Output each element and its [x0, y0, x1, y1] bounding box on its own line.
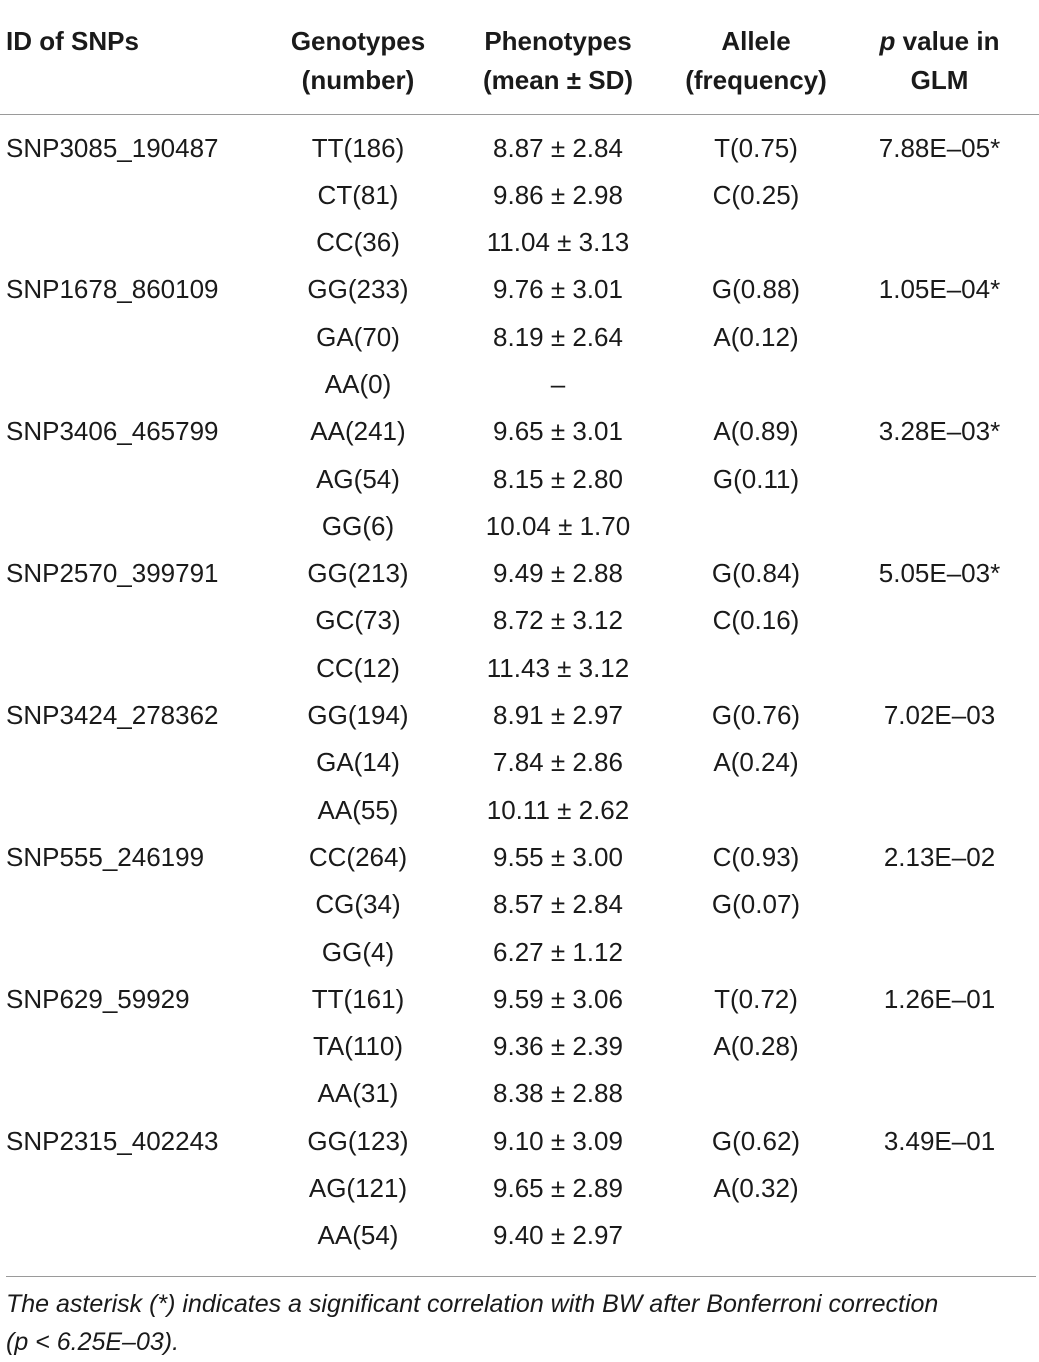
snp-id-cell: [0, 597, 272, 644]
p-value-cell: [840, 1070, 1039, 1117]
genotype-cell: TT(161): [311, 983, 405, 1014]
p-value-cell: 1.26E–01: [883, 983, 996, 1014]
phenotype-cell: 11.04 ± 3.13: [486, 227, 630, 258]
p-value-cell: [840, 503, 1039, 550]
allele-cell: A(0.12): [713, 321, 799, 352]
allele-cell: T(0.75): [714, 132, 798, 163]
snp-id-cell: SNP3424_278362: [6, 700, 219, 731]
p-value-cell: 5.05E–03*: [878, 558, 1001, 589]
table-row: [0, 550, 1039, 597]
header-phenotypes: [444, 0, 672, 114]
genotype-cell: CC(12): [316, 652, 400, 683]
genotype-cell: CC(36): [316, 227, 400, 258]
p-value-cell: [840, 881, 1039, 928]
table-row: [0, 739, 1039, 786]
table-row: [0, 1070, 1039, 1117]
allele-cell: A(0.32): [713, 1173, 799, 1204]
phenotype-cell: 9.49 ± 2.88: [493, 558, 623, 589]
allele-cell: G(0.84): [711, 558, 801, 589]
snp-id-cell: SNP1678_860109: [6, 274, 219, 305]
snp-id-cell: [0, 1070, 272, 1117]
snp-id-cell: [0, 739, 272, 786]
table-row: [0, 929, 1039, 976]
table-row: [0, 1023, 1039, 1070]
snp-id-cell: SNP3406_465799: [6, 416, 219, 447]
table-row: [0, 1118, 1039, 1165]
p-value-cell: [840, 456, 1039, 503]
p-value-cell: [840, 929, 1039, 976]
table-row: [0, 976, 1039, 1023]
allele-cell: [672, 929, 840, 976]
phenotype-cell: 7.84 ± 2.86: [493, 747, 623, 778]
p-value-cell: [840, 1212, 1039, 1259]
p-value-cell: [840, 361, 1039, 408]
header-genotypes: [272, 0, 444, 114]
table-footnote: [6, 1276, 1036, 1361]
footnote-line1: The asterisk (*) indicates a significant correlation with BW after Bonferroni correction: [6, 1290, 939, 1318]
header-p-value-italic-p: p: [879, 26, 896, 56]
allele-cell: G(0.62): [711, 1125, 801, 1156]
p-value-cell: [840, 739, 1039, 786]
allele-cell: C(0.16): [712, 605, 800, 636]
allele-cell: [672, 787, 840, 834]
genotype-cell: GG(123): [307, 1125, 409, 1156]
snp-id-cell: [0, 503, 272, 550]
table-body: [0, 114, 1039, 1260]
phenotype-cell: 8.72 ± 3.12: [493, 605, 623, 636]
phenotype-cell: 9.86 ± 2.98: [493, 179, 623, 210]
p-value-cell: 3.49E–01: [883, 1125, 996, 1156]
phenotype-cell: 9.65 ± 3.01: [493, 416, 623, 447]
table-row: [0, 503, 1039, 550]
header-genotypes-line1: Genotypes: [290, 26, 426, 56]
table-row: [0, 219, 1039, 266]
header-phenotypes-line2: (mean ± SD): [482, 65, 634, 95]
genotype-cell: TA(110): [312, 1031, 404, 1062]
allele-cell: [672, 1212, 840, 1259]
p-value-cell: [840, 314, 1039, 361]
snp-id-cell: [0, 1023, 272, 1070]
allele-cell: G(0.88): [711, 274, 801, 305]
allele-cell: A(0.28): [713, 1031, 799, 1062]
header-p-value-line2: GLM: [910, 65, 969, 95]
phenotype-cell: 10.11 ± 2.62: [486, 794, 630, 825]
phenotype-cell: 9.55 ± 3.00: [493, 841, 623, 872]
p-value-cell: 2.13E–02: [883, 841, 996, 872]
genotype-cell: GG(6): [321, 510, 395, 541]
snp-id-cell: SNP2315_402243: [6, 1125, 219, 1156]
allele-cell: C(0.93): [712, 841, 800, 872]
phenotype-cell: 8.19 ± 2.64: [493, 321, 623, 352]
genotype-cell: GC(73): [315, 605, 401, 636]
genotype-cell: GG(4): [321, 936, 395, 967]
snp-id-cell: [0, 219, 272, 266]
table-row: [0, 314, 1039, 361]
header-snp-id: [0, 0, 272, 114]
phenotype-cell: 8.87 ± 2.84: [493, 132, 623, 163]
genotype-cell: CG(34): [315, 889, 401, 920]
allele-cell: A(0.89): [713, 416, 799, 447]
allele-cell: G(0.11): [712, 463, 800, 494]
genotype-cell: AA(241): [310, 416, 406, 447]
phenotype-cell: 8.15 ± 2.80: [493, 463, 623, 494]
snp-id-cell: [0, 361, 272, 408]
allele-cell: G(0.76): [711, 700, 801, 731]
snp-id-cell: [0, 172, 272, 219]
phenotype-cell: 8.91 ± 2.97: [493, 700, 623, 731]
genotype-cell: GA(70): [316, 321, 400, 352]
allele-cell: [672, 645, 840, 692]
table-row: [0, 408, 1039, 455]
table-row: [0, 361, 1039, 408]
snp-id-cell: [0, 881, 272, 928]
p-value-cell: [840, 787, 1039, 834]
phenotype-cell: 9.76 ± 3.01: [493, 274, 623, 305]
genotype-cell: AG(121): [308, 1173, 408, 1204]
p-value-cell: 7.88E–05*: [878, 132, 1001, 163]
table-row: [0, 645, 1039, 692]
genotype-cell: GG(213): [307, 558, 409, 589]
p-value-cell: 3.28E–03*: [878, 416, 1001, 447]
table-row: [0, 125, 1039, 172]
snp-id-cell: [0, 645, 272, 692]
phenotype-cell: 8.38 ± 2.88: [493, 1078, 623, 1109]
header-snp-id-label: ID of SNPs: [6, 26, 139, 56]
snp-id-cell: [0, 1212, 272, 1259]
table-row: [0, 787, 1039, 834]
header-p-value-line1: value in: [895, 26, 1000, 56]
phenotype-cell: 9.10 ± 3.09: [493, 1125, 623, 1156]
snp-id-cell: SNP2570_399791: [6, 558, 219, 589]
genotype-cell: AA(54): [317, 1220, 399, 1251]
header-allele-line1: Allele: [721, 26, 791, 56]
footnote-line2: (p < 6.25E–03).: [6, 1328, 180, 1356]
snp-id-cell: SNP629_59929: [6, 983, 190, 1014]
allele-cell: A(0.24): [713, 747, 799, 778]
snp-id-cell: [0, 314, 272, 361]
table-row: [0, 266, 1039, 313]
table-row: [0, 1165, 1039, 1212]
phenotype-cell: 9.59 ± 3.06: [493, 983, 623, 1014]
table-row: [0, 172, 1039, 219]
genotype-cell: GG(194): [307, 700, 409, 731]
p-value-cell: 7.02E–03: [883, 700, 996, 731]
allele-cell: G(0.07): [711, 889, 801, 920]
table-row: [0, 1212, 1039, 1259]
allele-cell: [672, 503, 840, 550]
allele-cell: [672, 1070, 840, 1117]
genotype-cell: AA(0): [324, 368, 392, 399]
genotype-cell: AG(54): [316, 463, 400, 494]
header-spacer: [0, 114, 1039, 125]
genotype-cell: CT(81): [317, 179, 399, 210]
table-row: [0, 881, 1039, 928]
genotype-cell: GA(14): [316, 747, 400, 778]
p-value-cell: [840, 1165, 1039, 1212]
allele-cell: C(0.25): [712, 179, 800, 210]
allele-cell: [672, 361, 840, 408]
genotype-cell: GG(233): [307, 274, 409, 305]
phenotype-cell: 10.04 ± 1.70: [485, 510, 631, 541]
snp-id-cell: [0, 456, 272, 503]
phenotype-cell: 9.40 ± 2.97: [493, 1220, 623, 1251]
table-row: [0, 597, 1039, 644]
snp-id-cell: [0, 1165, 272, 1212]
p-value-cell: 1.05E–04*: [878, 274, 1001, 305]
allele-cell: [672, 219, 840, 266]
snp-id-cell: SNP555_246199: [6, 841, 205, 872]
genotype-cell: AA(31): [317, 1078, 399, 1109]
phenotype-cell: 8.57 ± 2.84: [493, 889, 623, 920]
allele-cell: T(0.72): [714, 983, 798, 1014]
snp-id-cell: SNP3085_190487: [6, 132, 219, 163]
header-p-value: [840, 0, 1039, 114]
genotype-cell: CC(264): [308, 841, 408, 872]
table-header: [0, 0, 1039, 114]
table-row: [0, 834, 1039, 881]
p-value-cell: [840, 645, 1039, 692]
p-value-cell: [840, 172, 1039, 219]
header-allele-line2: (frequency): [685, 65, 827, 95]
snp-id-cell: [0, 929, 272, 976]
phenotype-cell: –: [550, 368, 566, 399]
table-row: [0, 692, 1039, 739]
header-row: [0, 0, 1039, 114]
snp-id-cell: [0, 787, 272, 834]
phenotype-cell: 11.43 ± 3.12: [486, 652, 630, 683]
header-genotypes-line2: (number): [301, 65, 415, 95]
p-value-cell: [840, 219, 1039, 266]
phenotype-cell: 6.27 ± 1.12: [493, 936, 623, 967]
genotype-cell: AA(55): [317, 794, 399, 825]
phenotype-cell: 9.36 ± 2.39: [493, 1031, 623, 1062]
p-value-cell: [840, 1023, 1039, 1070]
genotype-cell: TT(186): [311, 132, 405, 163]
header-phenotypes-line1: Phenotypes: [484, 26, 632, 56]
p-value-cell: [840, 597, 1039, 644]
table-row: [0, 456, 1039, 503]
phenotype-cell: 9.65 ± 2.89: [493, 1173, 623, 1204]
header-allele: [672, 0, 840, 114]
